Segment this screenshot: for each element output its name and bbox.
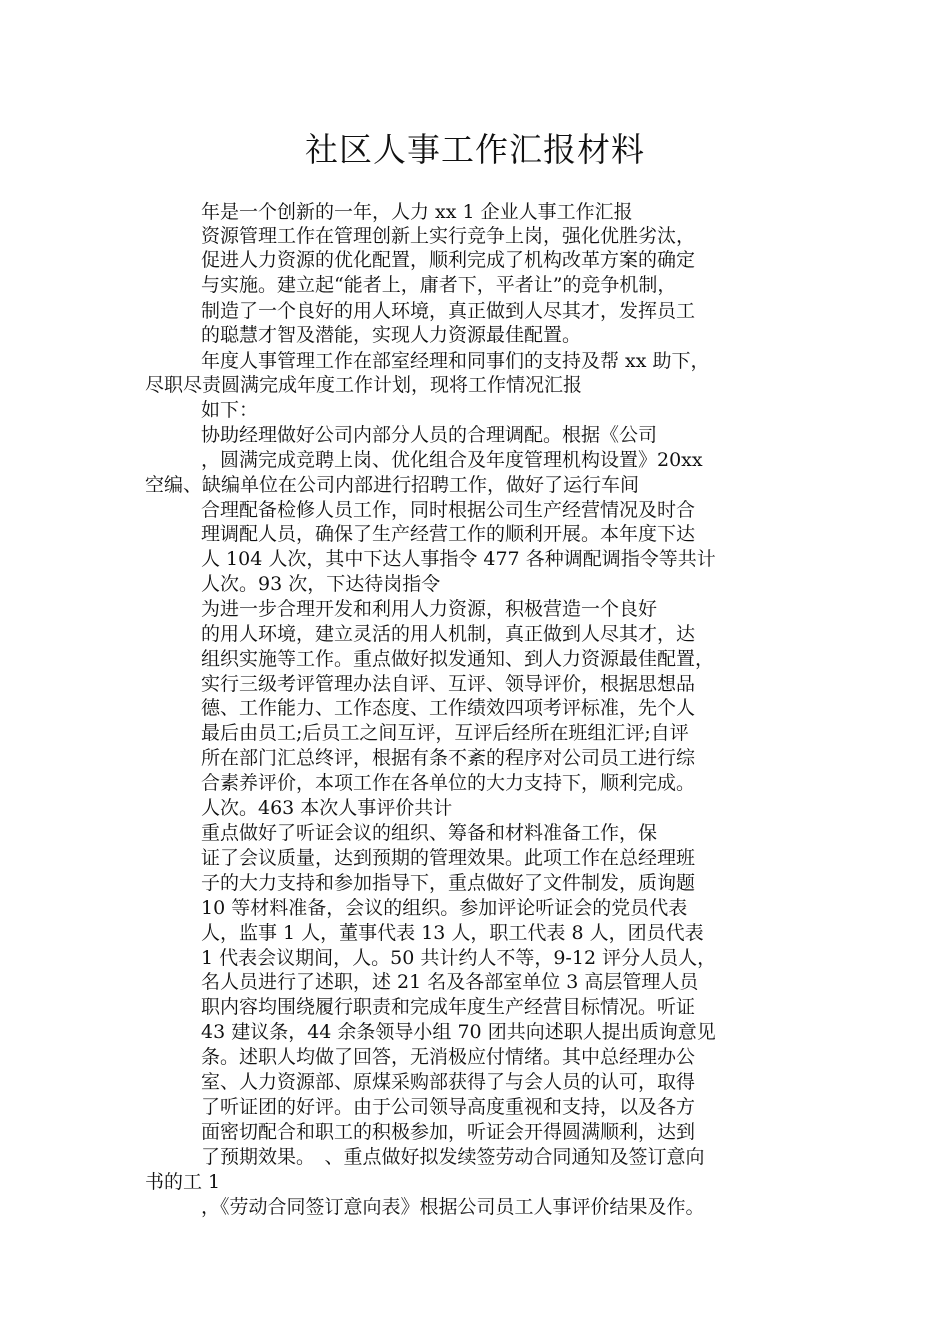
body-line-28: 子的大力支持和参加指导下，重点做好了文件制发，质询题	[201, 872, 696, 894]
body-line-29: 10 等材料准备，会议的组织。参加评论听证会的党员代表	[201, 897, 688, 919]
body-line-15: 人 104 人次，其中下达人事指令 477 各种调配调指令等共计	[201, 548, 716, 570]
body-line-33: 职内容均围绕履行职责和完成年度生产经营目标情况。听证	[201, 996, 696, 1018]
body-line-4: 与实施。建立起“能者上，庸者下，平者让”的竞争机制，	[201, 274, 677, 296]
body-line-32: 名人员进行了述职，述 21 名及各部室单位 3 高层管理人员	[201, 971, 699, 993]
body-line-39: 了预期效果。 、重点做好拟发续签劳动合同通知及签订意向	[201, 1146, 705, 1168]
document-title: 社区人事工作汇报材料	[305, 130, 645, 169]
body-line-5: 制造了一个良好的用人环境，真正做到人尽其才，发挥员工	[201, 300, 696, 322]
body-line-10: 协助经理做好公司内部分人员的合理调配。根据《公司	[201, 424, 658, 446]
body-line-41: ，《劳动合同签订意向表》根据公司员工人事评价结果及作。	[201, 1196, 705, 1218]
body-line-11: ，圆满完成竞聘上岗、优化组合及年度管理机构设置》20xx	[201, 449, 703, 471]
body-line-13: 合理配备检修人员工作，同时根据公司生产经营情况及时合	[201, 499, 696, 521]
body-line-34: 43 建议条，44 余条领导小组 70 团共向述职人提出质询意见	[201, 1021, 716, 1043]
body-line-23: 所在部门汇总终评，根据有条不紊的程序对公司员工进行综	[201, 747, 696, 769]
body-line-3: 促进人力资源的优化配置，顺利完成了机构改革方案的确定	[201, 249, 696, 271]
body-line-31: 1 代表会议期间，人。50 共计约人不等，9-12 评分人员人，	[201, 947, 717, 969]
body-line-12: 空编、缺编单位在公司内部进行招聘工作，做好了运行车间	[145, 474, 640, 496]
body-line-20: 实行三级考评管理办法自评、互评、领导评价，根据思想品	[201, 673, 696, 695]
body-line-2: 资源管理工作在管理创新上实行竞争上岗，强化优胜劣汰，	[201, 225, 696, 247]
body-line-19: 组织实施等工作。重点做好拟发通知、到人力资源最佳配置，	[201, 648, 715, 670]
body-line-36: 室、人力资源部、原煤采购部获得了与会人员的认可，取得	[201, 1071, 696, 1093]
body-line-30: 人，监事 1 人，董事代表 13 人，职工代表 8 人，团员代表	[201, 922, 704, 944]
body-line-24: 合素养评价，本项工作在各单位的大力支持下，顺利完成。	[201, 772, 696, 794]
body-line-25: 人次。463 本次人事评价共计	[201, 797, 453, 819]
body-line-38: 面密切配合和职工的积极参加，听证会开得圆满顺利，达到	[201, 1121, 696, 1143]
body-line-37: 了听证团的好评。由于公司领导高度重视和支持，以及各方	[201, 1096, 696, 1118]
body-line-21: 德、工作能力、工作态度、工作绩效四项考评标准，先个人	[201, 697, 696, 719]
body-line-6: 的聪慧才智及潜能，实现人力资源最佳配置。	[201, 324, 582, 346]
body-line-17: 为进一步合理开发和利用人力资源，积极营造一个良好	[201, 598, 658, 620]
body-line-16: 人次。93 次，下达待岗指令	[201, 573, 441, 595]
body-line-40: 书的工 1	[145, 1171, 221, 1193]
body-line-22: 最后由员工;后员工之间互评，互评后经所在班组汇评;自评	[201, 722, 689, 744]
body-line-8: 尽职尽责圆满完成年度工作计划，现将工作情况汇报	[145, 374, 583, 396]
body-line-27: 证了会议质量，达到预期的管理效果。此项工作在总经理班	[201, 847, 696, 869]
body-line-14: 理调配人员，确保了生产经营工作的顺利开展。本年度下达	[201, 523, 696, 545]
body-line-1: 年是一个创新的一年，人力 xx 1 企业人事工作汇报	[201, 201, 633, 223]
body-line-7: 年度人事管理工作在部室经理和同事们的支持及帮 xx 助下，	[201, 350, 710, 372]
body-line-35: 条。述职人均做了回答，无消极应付情绪。其中总经理办公	[201, 1046, 696, 1068]
body-line-26: 重点做好了听证会议的组织、筹备和材料准备工作，保	[201, 822, 658, 844]
body-line-18: 的用人环境，建立灵活的用人机制，真正做到人尽其才，达	[201, 623, 696, 645]
body-line-9: 如下：	[201, 399, 259, 421]
